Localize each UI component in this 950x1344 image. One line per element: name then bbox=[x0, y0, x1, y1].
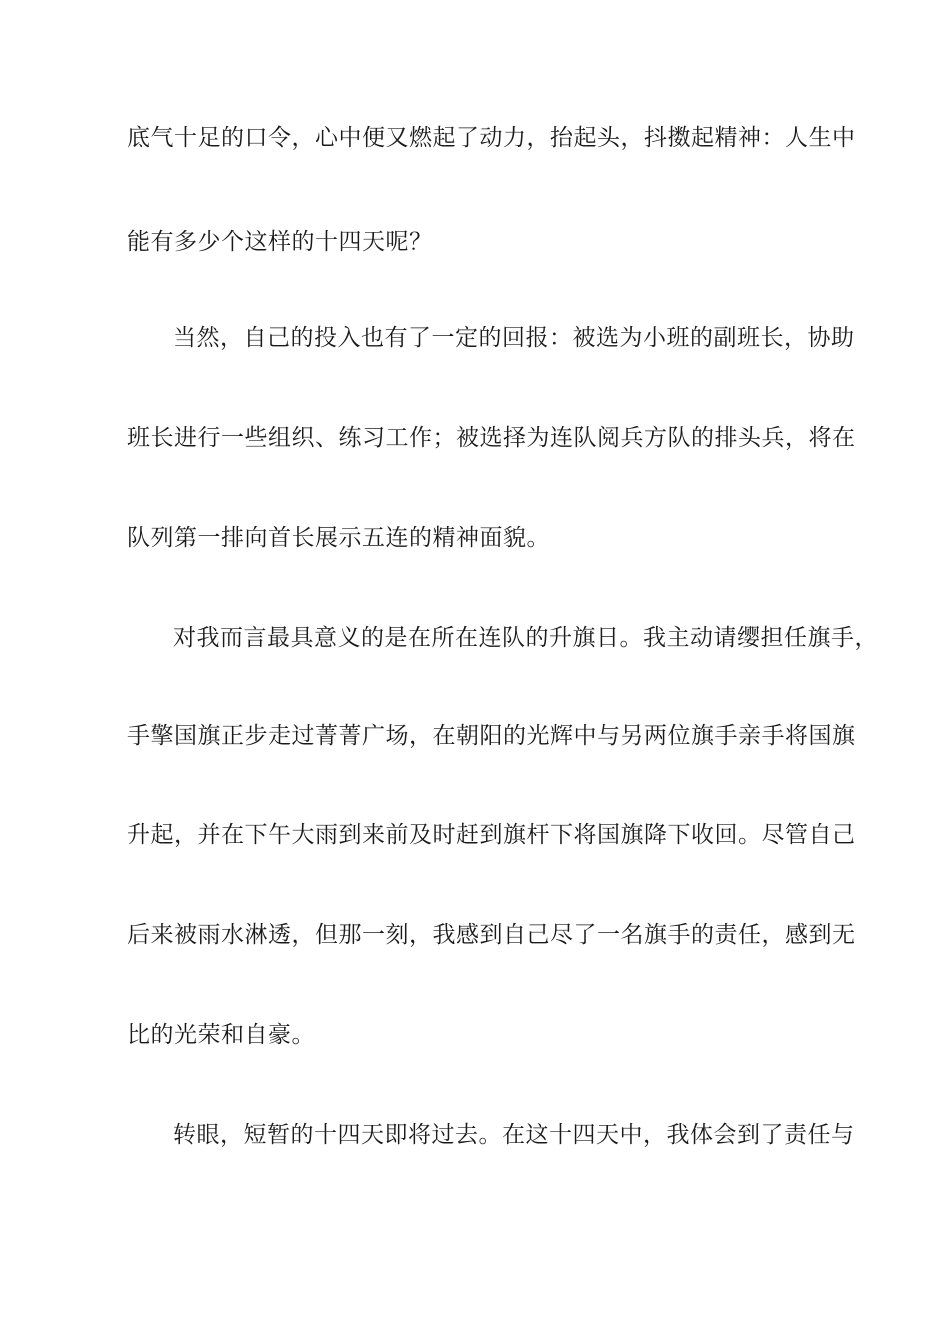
text-line: 比的光荣和自豪。 bbox=[127, 1022, 315, 1048]
text-line: 手擎国旗正步走过菁菁广场，在朝阳的光辉中与另两位旗手亲手将国旗 bbox=[127, 723, 856, 749]
text-line: 底气十足的口令，心中便又燃起了动力，抬起头，抖擞起精神：人生中 bbox=[127, 125, 856, 151]
paragraph-first-line: 对我而言最具意义的是在所在连队的升旗日。我主动请缨担任旗手， bbox=[173, 625, 878, 651]
text-line: 升起，并在下午大雨到来前及时赶到旗杆下将国旗降下收回。尽管自己 bbox=[127, 822, 856, 848]
paragraph-first-line: 转眼，短暂的十四天即将过去。在这十四天中，我体会到了责任与 bbox=[173, 1122, 855, 1148]
text-line: 后来被雨水淋透，但那一刻，我感到自己尽了一名旗手的责任，感到无 bbox=[127, 922, 856, 948]
text-line: 班长进行一些组织、练习工作；被选择为连队阅兵方队的排头兵，将在 bbox=[127, 425, 856, 451]
paragraph-first-line: 当然，自己的投入也有了一定的回报：被选为小班的副班长，协助 bbox=[173, 325, 855, 351]
text-line: 能有多少个这样的十四天呢？ bbox=[127, 229, 433, 255]
text-line: 队列第一排向首长展示五连的精神面貌。 bbox=[127, 525, 550, 551]
